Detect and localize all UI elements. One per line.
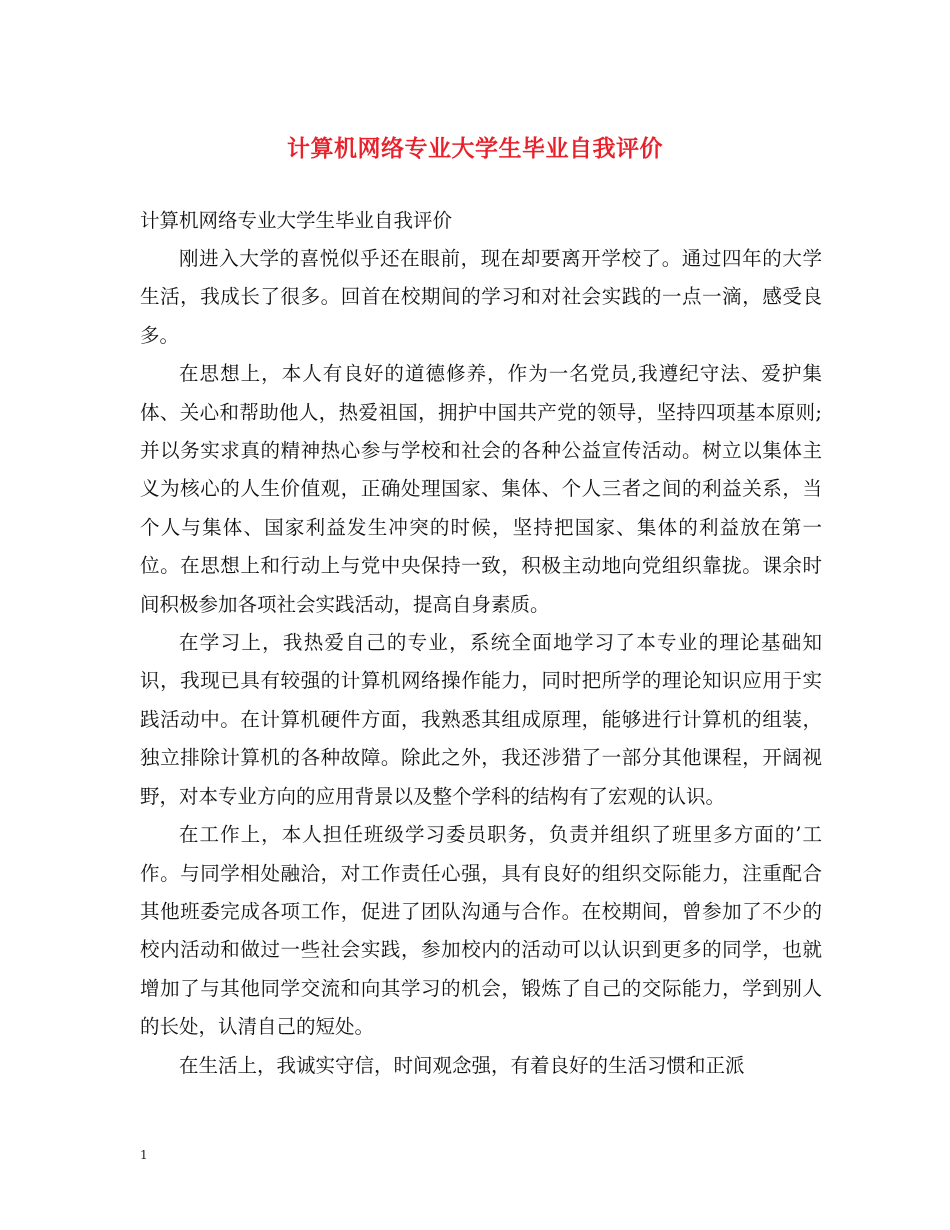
document-body: [140, 202, 822, 1085]
document-title: 计算机网络专业大学生毕业自我评价: [287, 135, 663, 162]
paragraph-intro: 刚进入大学的喜悦似乎还在眼前，现在却要离开学校了。通过四年的大学生活，我成长了很多。回首在校期间的学习和对社会实践的一点一滴，感受良多。: [140, 247, 822, 347]
paragraph-ideology: 在思想上，本人有良好的道德修养，作为一名党员,我遵纪守法、爱护集体、关心和帮助他人，热爱祖国，拥护中国共产党的领导，坚持四项基本原则;并以务实求真的精神热心参与学校和社会的各种公益宣传活动。树立以集体主义为核心的人生价值观，正确处理国家、集体、个人三者之间的利益关系，当个人与集体、国家利益发生冲突的时候，坚持把国家、集体的利益放在第一位。在思想上和行动上与党中央保持一致，积极主动地向党组织靠拢。课余时间积极参加各项社会实践活动，提高自身素质。: [140, 362, 822, 616]
paragraph-work: 在工作上，本人担任班级学习委员职务，负责并组织了班里多方面的’工作。与同学相处融洽，对工作责任心强，具有良好的组织交际能力，注重配合其他班委完成各项工作，促进了团队沟通与合作。在校期间，曾参加了不少的校内活动和做过一些社会实践，参加校内的活动可以认识到更多的同学，也就增加了与其他同学交流和向其学习的机会，锻炼了自己的交际能力，学到别人的长处，认清自己的短处。: [140, 823, 822, 1039]
page-number: 1: [140, 1148, 148, 1162]
document-subtitle: 计算机网络专业大学生毕业自我评价: [140, 209, 453, 232]
paragraph-life: 在生活上，我诚实守信，时间观念强，有着良好的生活习惯和正派: [179, 1053, 745, 1077]
paragraph-study: 在学习上，我热爱自己的专业，系统全面地学习了本专业的理论基础知识，我现已具有较强的计算机网络操作能力，同时把所学的理论知识应用于实践活动中。在计算机硬件方面，我熟悉其组成原理，能够进行计算机的组装，独立排除计算机的各种故障。除此之外，我还涉猎了一部分其他课程，开阔视野，对本专业方向的应用背景以及整个学科的结构有了宏观的认识。: [140, 631, 822, 808]
